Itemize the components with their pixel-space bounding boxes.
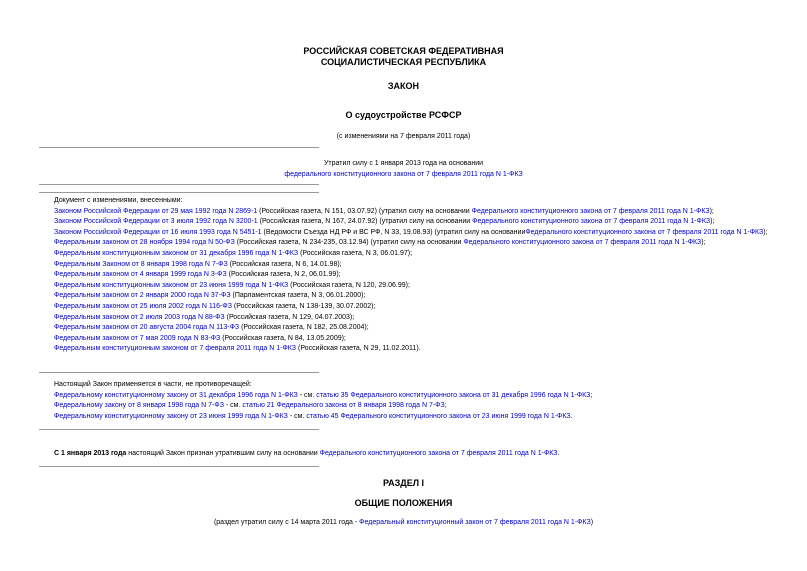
amendment-source: (Парламентская газета, N 3, 06.01.2000); — [230, 292, 366, 300]
amendment-item — [39, 323, 779, 334]
applies-law-link[interactable]: Федеральному закону от 8 января 1998 года N 7-ФЗ — [54, 402, 224, 410]
applies-block — [39, 380, 779, 422]
applies-list — [39, 391, 779, 423]
amendment-link[interactable]: Законом Российской Федерации от 16 июля 1993 года N 5451-1 — [54, 228, 262, 236]
section-title: ОБЩИЕ ПОЛОЖЕНИЯ — [354, 498, 453, 508]
expired-law-link[interactable]: Федерального конституционного закона от 7 февраля 2011 года N 1-ФКЗ — [319, 450, 558, 457]
applies-item: Федеральному закону от 8 января 1998 года N 7-ФЗ - см. статью 21 Федерального закона от 8 января 1998 года N 7-ФЗ; — [54, 402, 447, 410]
amendment-source: (Ведомости Съезда НД РФ и ВС РФ, N 33, 19.08.93) (утратил силу на основании — [261, 228, 526, 236]
state-name-line1: РОССИЙСКАЯ СОВЕТСКАЯ ФЕДЕРАТИВНАЯ — [303, 46, 504, 56]
amendment-link[interactable]: Федеральным конституционным законом от 31 декабря 1996 года N 1-ФКЗ — [54, 249, 299, 257]
amendment-source: (Российская газета, N 29, 11.02.2011). — [296, 345, 421, 353]
document-title: О судоустройстве РСФСР — [345, 110, 462, 120]
amendment-item — [39, 313, 779, 324]
amendment-source: (Российская газета, N 167, 24.07.92) (утратил силу на основании — [257, 218, 473, 226]
amendment-item: Федеральным законом от 28 ноября 1994 года N 50-ФЗ (Российская газета, N 234-235, 03.12.94) (утратил силу на основании Федерального конституционного закона от 7 февраля 2011 года N 1-ФКЗ); — [54, 239, 706, 247]
applies-article-link[interactable]: статью 45 Федерального конституционного закона от 23 июня 1999 года N 1-ФКЗ — [306, 412, 571, 420]
amendment-source: (Российская газета, N 2, 06.01.99); — [226, 271, 341, 279]
repeal-law-link[interactable]: Федерального конституционного закона от 7 февраля 2011 года N 1-ФКЗ — [463, 239, 702, 247]
status-link-line — [0, 170, 807, 181]
divider — [39, 429, 319, 430]
applies-intro: Настоящий Закон применяется в части, не противоречащей: — [54, 381, 252, 388]
status-line: Утратил силу с 1 января 2013 года на основании — [323, 160, 484, 167]
document-type: ЗАКОН — [387, 81, 420, 91]
amendment-item: Законом Российской Федерации от 16 июля 1993 года N 5451-1 (Ведомости Съезда НД РФ и ВС РФ, N 33, 19.08.93) (утратил силу на основанииФедерального конституционного закона от 7 февраля 2011 года N 1-ФКЗ); — [54, 228, 768, 236]
amendments-block — [39, 196, 779, 355]
amendment-link[interactable]: Федеральным конституционным законом от 7 февраля 2011 года N 1-ФКЗ — [54, 345, 297, 353]
amendment-item — [39, 281, 779, 292]
amendment-link[interactable]: Законом Российской Федерации от 3 июля 1992 года N 3200-1 — [54, 218, 258, 226]
divider — [39, 466, 319, 467]
amendments-intro: Документ с изменениями, внесенными: — [54, 197, 183, 204]
amendment-source: (Российская газета, N 182, 25.08.2004); — [239, 324, 369, 332]
amendment-item — [39, 270, 779, 281]
amendment-source: (Российская газета, N 6, 14.01.98); — [227, 260, 342, 268]
applies-item: Федеральному конституционному закону от 23 июня 1999 года N 1-ФКЗ - см. статью 45 Федерального конституционного закона от 23 июня 1999 года N 1-ФКЗ. — [54, 412, 573, 420]
divider — [39, 372, 319, 373]
divider — [39, 192, 319, 193]
section-label: РАЗДЕЛ I — [382, 478, 425, 488]
amendment-link[interactable]: Федеральным законом от 4 января 1999 года N 3-ФЗ — [54, 271, 227, 279]
divider — [39, 147, 319, 148]
amendment-link[interactable]: Федеральным конституционным законом от 23 июня 1999 года N 1-ФКЗ — [54, 281, 289, 289]
amendment-link[interactable]: Законом Российской Федерации от 29 мая 1992 года N 2869-1 — [54, 207, 258, 215]
section-note-link[interactable]: Федеральный конституционный закон от 7 февраля 2011 года N 1-ФКЗ — [359, 519, 591, 526]
amendment-item — [39, 344, 779, 355]
amendment-link[interactable]: Федеральным законом от 7 мая 2009 года N 83-ФЗ — [54, 334, 221, 342]
expired-date: С 1 января 2013 года — [54, 450, 127, 457]
amendments-list — [39, 207, 779, 355]
amendment-link[interactable]: Федеральным законом от 28 ноября 1994 года N 50-ФЗ — [54, 239, 235, 247]
amendment-item: Законом Российской Федерации от 29 мая 1992 года N 2869-1 (Российская газета, N 151, 03.07.92) (утратил силу на основании Федерального конституционного закона от 7 февраля 2011 года N 1-ФКЗ); — [54, 207, 714, 215]
repeal-law-link[interactable]: Федерального конституционного закона от 7 февраля 2011 года N 1-ФКЗ — [525, 228, 764, 236]
amendment-source: (Российская газета, N 129, 04.07.2003); — [224, 313, 355, 321]
amendment-link[interactable]: Федеральным законом от 2 июля 2003 года N 88-ФЗ — [54, 313, 225, 321]
expired-paragraph: С 1 января 2013 года настоящий Закон признан утратившим силу на основании Федерального конституционного закона от 7 февраля 2011 года N 1-ФКЗ. — [54, 450, 560, 457]
amendment-link[interactable]: Федеральным законом от 2 января 2000 года N 37-ФЗ — [54, 292, 231, 300]
amendment-source: (Российская газета, N 151, 03.07.92) (утратил силу на основании — [257, 207, 472, 215]
applies-item: Федеральному конституционному закону от 31 декабря 1996 года N 1-ФКЗ - см. статью 35 Федерального конституционного закона от 31 декабря 1996 года N 1-ФКЗ; — [54, 391, 593, 399]
amendment-source: (Российская газета, N 84, 13.05.2009); — [220, 334, 346, 342]
section-note: (раздел утратил силу с 14 марта 2011 года - Федеральный конституционный закон от 7 февраля 2011 года N 1-ФКЗ) — [213, 519, 594, 526]
amendment-link[interactable]: Федеральным законом от 20 августа 2004 года N 113-ФЗ — [54, 324, 240, 332]
amendment-item — [39, 334, 779, 345]
amended-date: (с изменениями на 7 февраля 2011 года) — [336, 133, 471, 140]
amendment-source: (Российская газета, N 234-235, 03.12.94) (утратил силу на основании — [234, 239, 464, 247]
amendment-link[interactable]: Федеральным законом от 25 июля 2002 года N 116-ФЗ — [54, 302, 232, 310]
applies-law-link[interactable]: Федеральному конституционному закону от 23 июня 1999 года N 1-ФКЗ — [54, 412, 288, 420]
amendment-source: (Российская газета, N 138-139, 30.07.2002); — [231, 302, 376, 310]
expired-text: настоящий Закон признан утратившим силу на основании — [126, 450, 320, 457]
amendment-source: (Российская газета, N 120, 29.06.99); — [288, 281, 410, 289]
repeal-law-link[interactable]: Федерального конституционного закона от 7 февраля 2011 года N 1-ФКЗ — [472, 218, 711, 226]
repeal-law-link[interactable]: Федерального конституционного закона от 7 февраля 2011 года N 1-ФКЗ — [471, 207, 710, 215]
applies-article-link[interactable]: статью 35 Федерального конституционного закона от 31 декабря 1996 года N 1-ФКЗ — [316, 391, 591, 399]
amendment-item — [39, 260, 779, 271]
divider — [39, 184, 319, 185]
amendment-source: (Российская газета, N 3, 06.01.97); — [298, 249, 413, 257]
applies-article-link[interactable]: статью 21 Федерального закона от 8 января 1998 года N 7-ФЗ — [242, 402, 445, 410]
amendment-item: Законом Российской Федерации от 3 июля 1992 года N 3200-1 (Российская газета, N 167, 24.07.92) (утратил силу на основании Федерального конституционного закона от 7 февраля 2011 года N 1-ФКЗ); — [54, 218, 715, 226]
state-name-line2: СОЦИАЛИСТИЧЕСКАЯ РЕСПУБЛИКА — [320, 57, 487, 67]
amendment-item — [39, 291, 779, 302]
amendment-item — [39, 302, 779, 313]
applies-law-link[interactable]: Федеральному конституционному закону от 31 декабря 1996 года N 1-ФКЗ — [54, 391, 298, 399]
status-law-link[interactable]: федерального конституционного закона от 7 февраля 2011 года N 1-ФКЗ — [284, 171, 523, 178]
amendment-item — [39, 249, 779, 260]
amendment-link[interactable]: Федеральным Законом от 8 января 1998 года N 7-ФЗ — [54, 260, 228, 268]
